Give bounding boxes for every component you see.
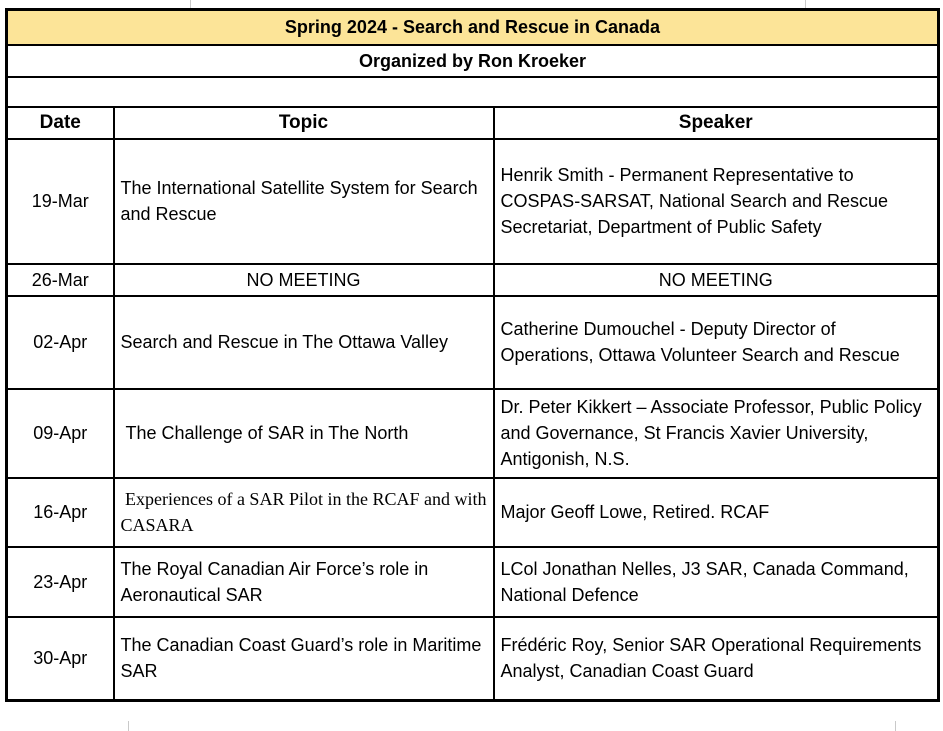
date-cell: 19-Mar [7,139,114,264]
date-cell: 02-Apr [7,296,114,389]
schedule-table [5,8,940,702]
date-cell: 26-Mar [7,264,114,296]
subtitle-cell: Organized by Ron Kroeker [7,45,939,77]
schedule-row [7,264,939,296]
topic-cell: The Canadian Coast Guard’s role in Maritime SAR [114,617,494,701]
schedule-sheet [5,8,940,702]
column-header-topic: Topic [114,107,494,139]
spacer-row [7,77,939,107]
speaker-cell: LCol Jonathan Nelles, J3 SAR, Canada Command, National Defence [494,547,939,617]
sheet-gridline [895,721,896,731]
speaker-cell: Henrik Smith - Permanent Representative to COSPAS-SARSAT, National Search and Rescue Secretariat, Department of Public Safety [494,139,939,264]
empty-cell [7,77,939,107]
sheet-gridline [190,0,191,8]
speaker-cell: Dr. Peter Kikkert – Associate Professor, Public Policy and Governance, St Francis Xavier University, Antigonish, N.S. [494,389,939,478]
schedule-row [7,547,939,617]
schedule-row [7,617,939,701]
column-header-speaker: Speaker [494,107,939,139]
topic-cell: Search and Rescue in The Ottawa Valley [114,296,494,389]
date-cell: 30-Apr [7,617,114,701]
date-cell: 23-Apr [7,547,114,617]
column-header-row [7,107,939,139]
topic-cell: The Royal Canadian Air Force’s role in Aeronautical SAR [114,547,494,617]
date-cell: 16-Apr [7,478,114,547]
schedule-row [7,139,939,264]
speaker-cell: Major Geoff Lowe, Retired. RCAF [494,478,939,547]
title-cell: Spring 2024 - Search and Rescue in Canada [7,10,939,45]
speaker-cell: Catherine Dumouchel - Deputy Director of Operations, Ottawa Volunteer Search and Rescue [494,296,939,389]
topic-cell: Experiences of a SAR Pilot in the RCAF and with CASARA [114,478,494,547]
topic-cell: NO MEETING [114,264,494,296]
topic-cell: The International Satellite System for Search and Rescue [114,139,494,264]
speaker-cell: Frédéric Roy, Senior SAR Operational Requirements Analyst, Canadian Coast Guard [494,617,939,701]
date-cell: 09-Apr [7,389,114,478]
sheet-gridline [805,0,806,8]
schedule-row [7,389,939,478]
title-row [7,10,939,45]
sheet-gridline [128,721,129,731]
schedule-body [7,139,939,701]
subtitle-row [7,45,939,77]
speaker-cell: NO MEETING [494,264,939,296]
schedule-row [7,296,939,389]
schedule-row [7,478,939,547]
topic-cell: The Challenge of SAR in The North [114,389,494,478]
column-header-date: Date [7,107,114,139]
